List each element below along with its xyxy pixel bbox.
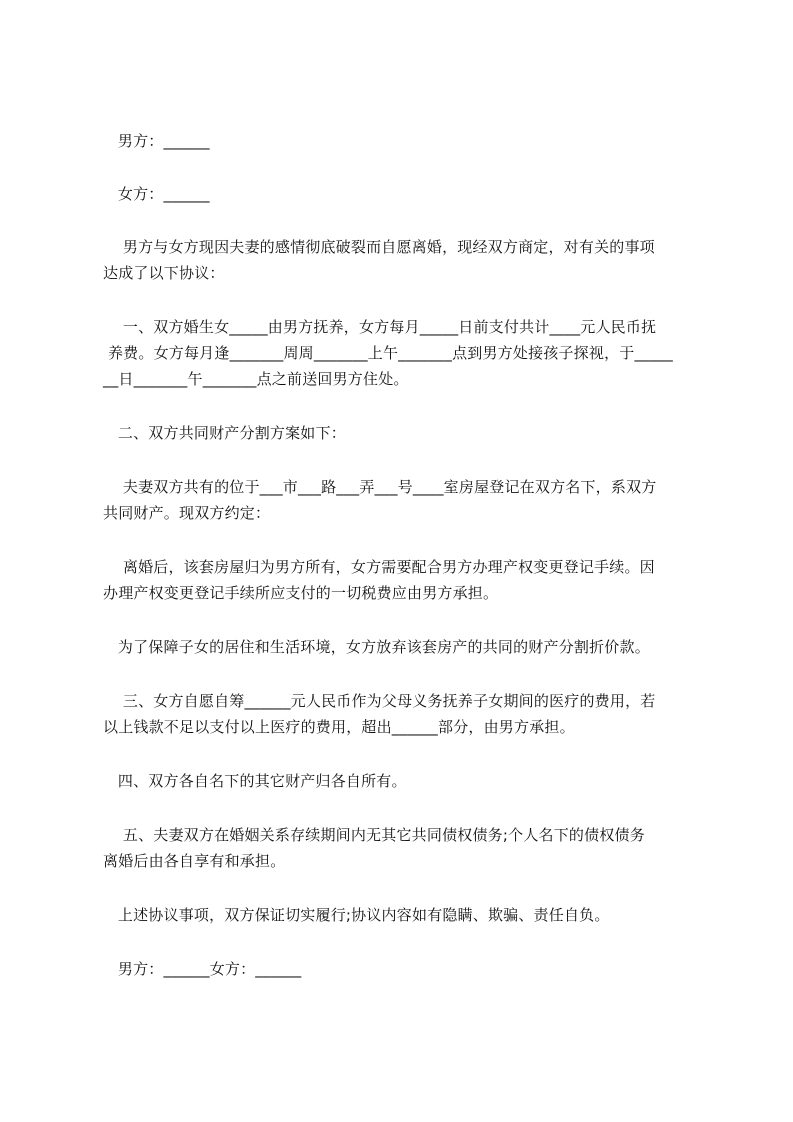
clause-3-line-2: 以上钱款不足以支付以上医疗的费用，超出______部分，由男方承担。 bbox=[103, 718, 575, 736]
clause-1-line-2: 养费。女方每月逢_______周周_______上午_______点到男方处接孩子探视，于_____ bbox=[103, 344, 673, 362]
clause-4: 四、双方各自名下的其它财产归各自所有。 bbox=[103, 772, 407, 790]
property-paragraph-line-2: 共同财产。现双方约定： bbox=[103, 504, 271, 522]
house-paragraph-line-2: 办理产权变更登记手续所应支付的一切税费应由男方承担。 bbox=[103, 584, 499, 602]
waiver-paragraph: 为了保障子女的居住和生活环境，女方放弃该套房产的共同的财产分割折价款。 bbox=[103, 638, 650, 656]
clause-1-line-1: 一、双方婚生女_____由男方抚养，女方每月_____日前支付共计____元人民币抚 bbox=[103, 318, 657, 336]
guarantee-paragraph: 上述协议事项，双方保证切实履行;协议内容如有隐瞒、欺骗、责任自负。 bbox=[103, 906, 610, 924]
clause-1-line-3: __日_______午_______点之前送回男方住处。 bbox=[103, 370, 409, 388]
clause-3-line-1: 三、女方自愿自筹______元人民币作为父母义务抚养子女期间的医疗的费用，若 bbox=[103, 692, 656, 710]
female-party-line: 女方：______ bbox=[103, 185, 210, 203]
clause-5-line-1: 五、夫妻双方在婚姻关系存续期间内无其它共同债权债务;个人名下的债权债务 bbox=[103, 826, 645, 844]
clause-5-line-2: 离婚后由各自享有和承担。 bbox=[103, 852, 286, 870]
house-paragraph-line-1: 离婚后，该套房屋归为男方所有，女方需要配合男方办理产权变更登记手续。因 bbox=[103, 558, 655, 576]
clause-2-heading: 二、双方共同财产分割方案如下： bbox=[103, 424, 346, 442]
property-paragraph-line-1: 夫妻双方共有的位于___市___路___弄___号____室房屋登记在双方名下，系双方 bbox=[103, 478, 657, 496]
male-party-line: 男方：______ bbox=[103, 132, 210, 150]
intro-paragraph-line-2: 达成了以下协议： bbox=[103, 264, 225, 282]
intro-paragraph-line-1: 男方与女方现因夫妻的感情彻底破裂而自愿离婚，现经双方商定，对有关的事项 bbox=[103, 238, 655, 256]
signature-line: 男方：______女方：______ bbox=[103, 960, 302, 978]
